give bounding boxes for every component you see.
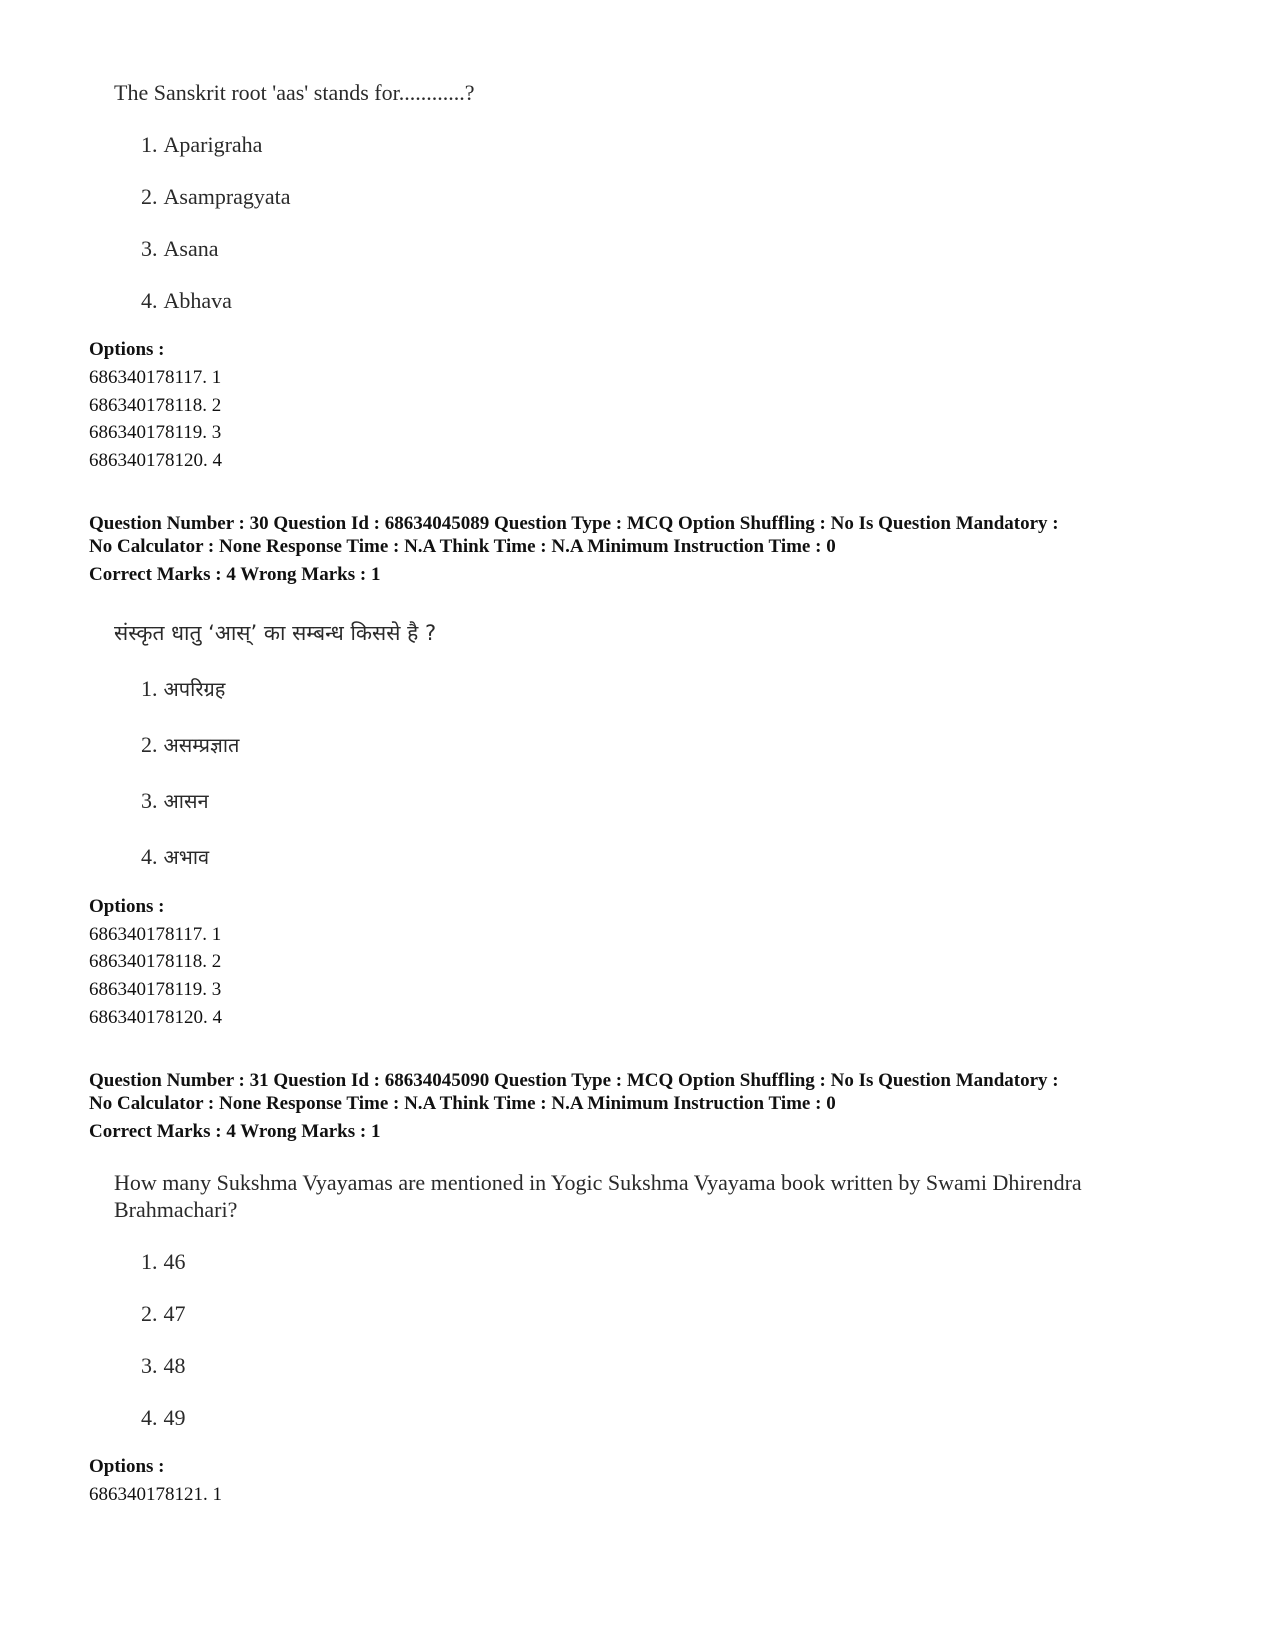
choice-number: 2. bbox=[141, 732, 158, 757]
choice-number: 4. bbox=[141, 1405, 158, 1430]
question-29-text: The Sanskrit root 'aas' stands for............? bbox=[114, 80, 475, 105]
q31-option-id-1: 686340178121. 1 bbox=[89, 1484, 222, 1505]
choice-text: 49 bbox=[163, 1405, 186, 1430]
choice-number: 1. bbox=[141, 676, 158, 701]
q30-choice-1 bbox=[141, 675, 225, 702]
q30-option-id-4: 686340178120. 4 bbox=[89, 1007, 222, 1028]
q30-marks: Correct Marks : 4 Wrong Marks : 1 bbox=[89, 564, 381, 585]
choice-number: 1. bbox=[141, 132, 158, 157]
choice-text: 48 bbox=[163, 1353, 186, 1378]
choice-text: Aparigraha bbox=[163, 132, 263, 157]
choice-text: आसन bbox=[163, 789, 209, 813]
q30-meta-line-2: No Calculator : None Response Time : N.A Think Time : N.A Minimum Instruction Time : 0 bbox=[89, 536, 836, 557]
q29-choice-1 bbox=[141, 132, 262, 158]
choice-text: Asana bbox=[163, 236, 219, 261]
choice-number: 2. bbox=[141, 1301, 158, 1326]
q29-choice-3 bbox=[141, 236, 218, 262]
choice-text: अपरिग्रह bbox=[163, 677, 226, 701]
choice-number: 2. bbox=[141, 184, 158, 209]
q30-meta-line-1: Question Number : 30 Question Id : 68634045089 Question Type : MCQ Option Shuffling : No Is Question Mandatory : bbox=[89, 513, 1059, 534]
q29-choice-4 bbox=[141, 288, 232, 314]
q31-choice-1 bbox=[141, 1249, 186, 1275]
question-30-text: संस्कृत धातु ‘आस्’ का सम्बन्ध किससे है ? bbox=[114, 621, 437, 645]
question-31-text-line-2: Brahmachari? bbox=[114, 1197, 238, 1222]
q31-meta-line-2: No Calculator : None Response Time : N.A Think Time : N.A Minimum Instruction Time : 0 bbox=[89, 1093, 836, 1114]
q31-choice-2 bbox=[141, 1301, 186, 1327]
choice-number: 3. bbox=[141, 1353, 158, 1378]
q29-options-label: Options : bbox=[89, 339, 165, 360]
q30-choice-2 bbox=[141, 731, 239, 758]
choice-number: 1. bbox=[141, 1249, 158, 1274]
q30-choice-4 bbox=[141, 843, 209, 870]
q30-option-id-2: 686340178118. 2 bbox=[89, 951, 222, 972]
q31-options-label: Options : bbox=[89, 1456, 165, 1477]
choice-number: 3. bbox=[141, 788, 158, 813]
q31-marks: Correct Marks : 4 Wrong Marks : 1 bbox=[89, 1121, 381, 1142]
q29-choice-2 bbox=[141, 184, 291, 210]
q29-option-id-3: 686340178119. 3 bbox=[89, 422, 222, 443]
choice-text: अभाव bbox=[163, 845, 210, 869]
q30-option-id-1: 686340178117. 1 bbox=[89, 924, 222, 945]
choice-number: 4. bbox=[141, 288, 158, 313]
choice-text: 47 bbox=[163, 1301, 186, 1326]
q29-option-id-1: 686340178117. 1 bbox=[89, 367, 222, 388]
q30-choice-3 bbox=[141, 787, 209, 814]
choice-text: असम्प्रज्ञात bbox=[163, 733, 240, 757]
choice-number: 4. bbox=[141, 844, 158, 869]
choice-text: Abhava bbox=[163, 288, 232, 313]
q30-options-label: Options : bbox=[89, 896, 165, 917]
q29-option-id-4: 686340178120. 4 bbox=[89, 450, 222, 471]
choice-number: 3. bbox=[141, 236, 158, 261]
choice-text: 46 bbox=[163, 1249, 186, 1274]
choice-text: Asampragyata bbox=[163, 184, 291, 209]
q31-meta-line-1: Question Number : 31 Question Id : 68634045090 Question Type : MCQ Option Shuffling : No Is Question Mandatory : bbox=[89, 1070, 1059, 1091]
q31-choice-4 bbox=[141, 1405, 186, 1431]
q30-option-id-3: 686340178119. 3 bbox=[89, 979, 222, 1000]
question-31-text-line-1: How many Sukshma Vyayamas are mentioned in Yogic Sukshma Vyayama book written by Swami Dhirendra bbox=[114, 1170, 1082, 1195]
q29-option-id-2: 686340178118. 2 bbox=[89, 395, 222, 416]
q31-choice-3 bbox=[141, 1353, 186, 1379]
